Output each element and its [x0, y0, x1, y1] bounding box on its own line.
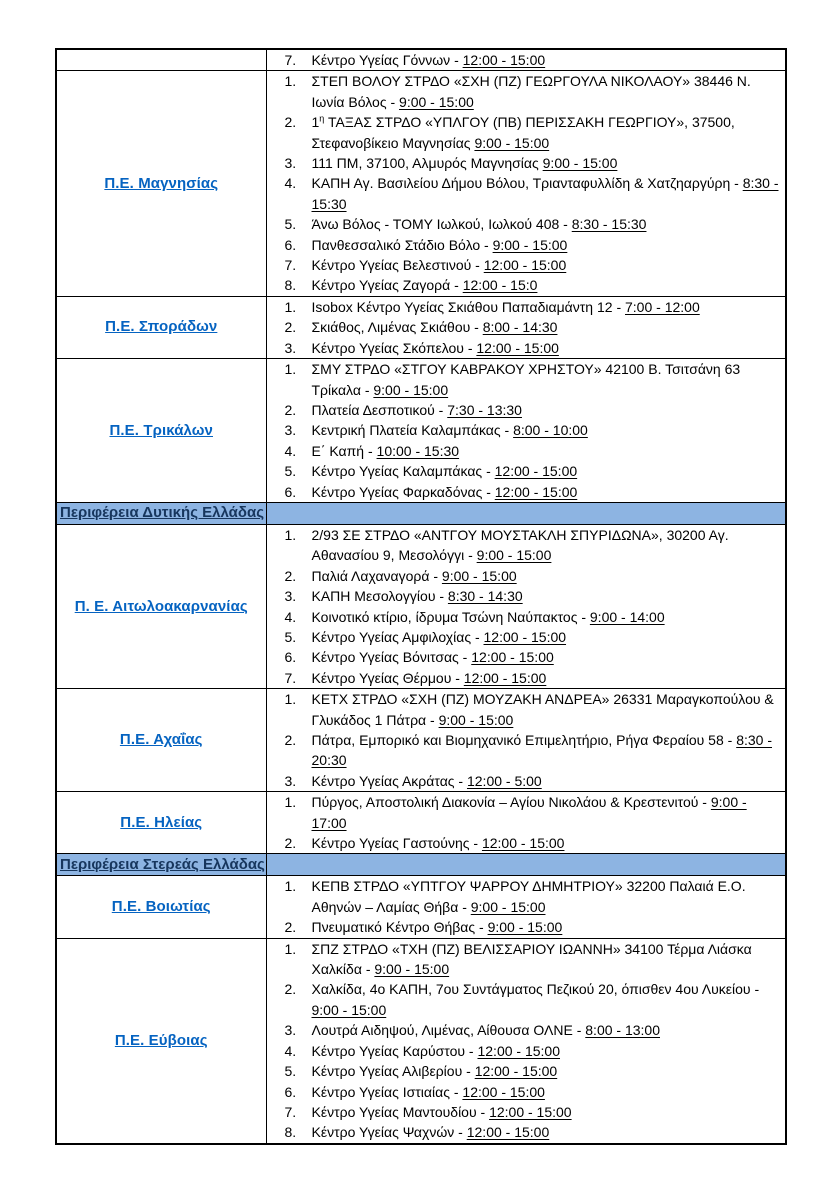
section-header-cell: [56, 502, 266, 524]
location-item: [267, 792, 786, 833]
item-number: 7.: [284, 52, 297, 68]
location-item: [267, 71, 786, 112]
item-text: [312, 691, 774, 727]
item-text-segment: ΚΕΠΒ ΣΤΡΔΟ «ΥΠΤΓΟΥ ΨΑΡΡΟΥ ΔΗΜΗΤΡΙΟΥ» 32200 Παλαιά Ε.Ο. Αθηνών – Λαμίας Θήβα -: [311, 878, 746, 915]
item-text: [312, 175, 779, 211]
section-header-spacer: [266, 502, 786, 524]
item-text-segment: Κέντρο Υγείας Φαρκαδόνας -: [311, 483, 495, 500]
item-text-segment: Κεντρική Πλατεία Καλαμπάκας -: [311, 422, 514, 439]
item-text-segment: ΚΕΤΧ ΣΤΡΔΟ «ΣΧΗ (ΠΖ) ΜΟΥΖΑΚΗ ΑΝΔΡΕΑ» 26331 Μαραγκοπούλου & Γλυκάδος 1 Πάτρα -: [311, 691, 774, 728]
section-header-label: Περιφέρεια Δυτικής Ελλάδας: [60, 504, 265, 522]
item-text: [312, 422, 588, 438]
item-number: 1.: [284, 526, 297, 543]
time-range: 12:00 - 15:00: [463, 669, 547, 686]
item-text-segment: Κέντρο Υγείας Αλιβερίου -: [311, 1063, 475, 1080]
location-item: [267, 173, 786, 214]
item-text: [312, 52, 546, 68]
item-number: 2.: [284, 567, 297, 584]
locations-cell: [266, 296, 786, 358]
region-row: [56, 689, 786, 792]
location-item: [267, 917, 786, 937]
item-text-segment: 1: [311, 114, 320, 131]
item-number: 8.: [284, 1124, 297, 1141]
time-range: 10:00 - 15:30: [376, 442, 460, 459]
item-number: 3.: [284, 155, 297, 172]
region-link[interactable]: Π.Ε. Σποράδων: [105, 318, 218, 336]
item-text: [312, 402, 522, 418]
region-row: [56, 876, 786, 938]
item-text-segment: Κέντρο Υγείας Ψαχνών -: [311, 1124, 467, 1141]
time-range: 12:00 - 15:00: [477, 1042, 560, 1059]
location-item: [267, 112, 786, 153]
item-text: [312, 463, 578, 479]
item-text: [312, 277, 538, 293]
time-range: 12:00 - 15:00: [483, 257, 567, 274]
location-item: [267, 771, 786, 791]
item-number: 1.: [284, 73, 297, 90]
item-text: [312, 629, 567, 645]
location-item: [267, 730, 786, 771]
item-text: [312, 1022, 661, 1038]
location-item: [267, 441, 786, 461]
item-number: 5.: [284, 216, 297, 233]
time-range: 9:00 - 15:00: [399, 93, 474, 110]
item-text: [312, 732, 773, 768]
item-number: 5.: [284, 628, 297, 645]
time-range: 12:00 - 15:00: [466, 1124, 550, 1141]
time-range: 8:30 - 20:30: [311, 732, 772, 769]
item-text-segment: Κοινοτικό κτίριο, ίδρυμα Τσώνη Ναύπακτος -: [311, 608, 590, 625]
item-number: 2.: [284, 114, 297, 131]
location-item: [267, 420, 786, 440]
location-item: [267, 876, 786, 917]
location-item: [267, 607, 786, 627]
item-text: [312, 257, 567, 273]
item-text: [312, 919, 563, 935]
time-range: 9:00 - 15:00: [311, 1001, 387, 1018]
location-item: [267, 400, 786, 420]
region-row: [56, 792, 786, 854]
time-range: 9:00 - 15:00: [542, 155, 618, 172]
region-row: [56, 524, 786, 688]
region-name-cell: [56, 524, 266, 688]
location-item: [267, 939, 786, 980]
location-item: [267, 275, 786, 295]
item-text-segment: Χαλκίδα, 4ο ΚΑΠΗ, 7ου Συντάγματος Πεζικού 20, όπισθεν 4ου Λυκείου -: [311, 981, 760, 998]
section-header-label: Περιφέρεια Στερεάς Ελλάδας: [60, 855, 265, 873]
item-text: [312, 114, 735, 150]
time-range: 12:00 - 5:00: [466, 772, 542, 789]
location-item: [267, 214, 786, 234]
time-range: 9:00 - 15:00: [487, 919, 563, 936]
item-text-segment: Κέντρο Υγείας Ακράτας -: [311, 772, 467, 789]
item-number: 1.: [284, 794, 297, 811]
item-number: 7.: [284, 1103, 297, 1120]
item-text-segment: Κέντρο Υγείας Βόνιτσας -: [311, 649, 472, 666]
time-range: 9:00 - 15:00: [476, 547, 552, 564]
location-item: [267, 979, 786, 1020]
locations-cell: [266, 792, 786, 854]
item-number: 3.: [284, 422, 297, 439]
item-text: [312, 568, 517, 584]
item-number: 6.: [284, 649, 297, 666]
item-text-segment: Πάτρα, Εμπορικό και Βιομηχανικό Επιμελητήριο, Ρήγα Φεραίου 58 -: [311, 732, 737, 748]
item-text: [312, 73, 751, 109]
locations-cell: [266, 71, 786, 296]
location-item: [267, 1020, 786, 1040]
item-text: [312, 649, 554, 665]
time-range: 9:00 - 15:00: [373, 381, 449, 398]
region-link[interactable]: Π.Ε. Εύβοιας: [114, 1031, 208, 1049]
item-text: [312, 527, 729, 563]
item-number: 1.: [284, 298, 297, 315]
item-number: 7.: [284, 257, 297, 274]
item-text-segment: Isobox Κέντρο Υγείας Σκιάθου Παπαδιαμάντη 12 -: [311, 298, 625, 315]
region-name-cell: [56, 359, 266, 503]
region-name-cell: [56, 689, 266, 792]
item-text-segment: Κέντρο Υγείας Μαντουδίου -: [311, 1103, 490, 1120]
section-header-cell: [56, 854, 266, 876]
item-number: 4.: [284, 175, 297, 192]
item-text: [312, 773, 542, 789]
item-text: [312, 941, 752, 977]
item-number: 1.: [284, 940, 297, 957]
time-range: 12:00 - 15:00: [481, 835, 565, 852]
region-link[interactable]: Π. Ε. Αιτωλοακαρνανίας: [74, 597, 248, 615]
item-text: [312, 340, 559, 356]
time-range: 9:00 - 15:00: [492, 236, 568, 253]
location-item: [267, 1082, 786, 1102]
location-item: [267, 1041, 786, 1061]
item-text: [312, 216, 647, 232]
location-item: [267, 338, 786, 358]
time-range: 12:00 - 15:00: [494, 463, 578, 480]
item-text: [312, 299, 700, 315]
item-number: 3.: [284, 772, 297, 789]
time-range: 12:00 - 15:00: [494, 483, 578, 500]
locations-cell: [266, 938, 786, 1144]
item-text-segment: Πύργος, Αποστολική Διακονία – Αγίου Νικολάου & Κρεστενιτού -: [311, 794, 711, 811]
location-item: [267, 525, 786, 566]
time-range: 7:30 - 13:30: [447, 401, 522, 418]
item-text-segment: Σκιάθος, Λιμένας Σκιάθου -: [311, 319, 483, 336]
location-item: [267, 1061, 786, 1081]
region-name-cell: [56, 792, 266, 854]
locations-cell: [266, 689, 786, 792]
item-text-segment: Λουτρά Αιδηψού, Λιμένας, Αίθουσα ΟΛΝΕ -: [311, 1022, 586, 1039]
region-row: [56, 359, 786, 503]
location-item: [267, 627, 786, 647]
item-text-segment: 2/93 ΣΕ ΣΤΡΔΟ «ΑΝΤΓΟΥ ΜΟΥΣΤΑΚΛΗ ΣΠΥΡΙΔΩΝΑ», 30200 Αγ. Αθανασίου 9, Μεσολόγγι -: [311, 526, 729, 564]
item-text-segment: Κέντρο Υγείας Καρύστου -: [311, 1042, 478, 1059]
item-number: 6.: [284, 483, 297, 500]
item-text-segment: Κέντρο Υγείας Βελεστινού -: [311, 257, 484, 274]
item-text-segment: ΣΤΕΠ ΒΟΛΟΥ ΣΤΡΔΟ «ΣΧΗ (ΠΖ) ΓΕΩΡΓΟΥΛΑ ΝΙΚΟΛΑΟΥ» 38446 Ν. Ιωνία Βόλος -: [311, 73, 751, 110]
time-range: 12:00 - 15:00: [483, 628, 567, 645]
item-text-segment: Κέντρο Υγείας Σκόπελου -: [311, 339, 477, 356]
schedule-table-body: [56, 49, 786, 1144]
item-text: [312, 361, 741, 397]
item-text-segment: η: [319, 113, 325, 124]
time-range: 8:00 - 10:00: [513, 422, 588, 439]
locations-cell: [266, 49, 786, 71]
item-number: 1.: [284, 691, 297, 708]
item-text: [312, 484, 578, 500]
item-text: [312, 155, 618, 171]
item-number: 2.: [284, 981, 297, 998]
item-number: 4.: [284, 442, 297, 459]
item-text-segment: Πανθεσσαλικό Στάδιο Βόλο -: [311, 236, 493, 253]
location-item: [267, 50, 786, 70]
item-text: [312, 878, 746, 914]
time-range: 12:00 - 15:0: [462, 277, 538, 294]
region-link[interactable]: Π.Ε. Τρικάλων: [109, 421, 213, 439]
time-range: 9:00 - 15:00: [474, 134, 550, 151]
item-text-segment: Κέντρο Υγείας Ιστιαίας -: [311, 1083, 463, 1100]
region-link[interactable]: Π.Ε. Μαγνησίας: [104, 174, 219, 192]
item-number: 1.: [284, 878, 297, 895]
item-number: 3.: [284, 588, 297, 605]
locations-cell: [266, 359, 786, 503]
location-item: [267, 668, 786, 688]
item-number: 3.: [284, 339, 297, 356]
item-text-segment: Κέντρο Υγείας Αμφιλοχίας -: [311, 628, 484, 645]
location-item: [267, 359, 786, 400]
item-number: 7.: [284, 669, 297, 686]
region-row: [56, 49, 786, 71]
region-row: [56, 296, 786, 358]
location-item: [267, 689, 786, 730]
section-header-row: [56, 502, 786, 524]
time-range: 9:00 - 15:00: [441, 567, 517, 584]
item-number: 2.: [284, 835, 297, 852]
item-text: [312, 443, 460, 459]
time-range: 9:00 - 17:00: [311, 794, 747, 831]
item-text: [312, 981, 760, 1017]
item-text: [312, 1063, 558, 1079]
region-name-cell: [56, 938, 266, 1144]
item-number: 4.: [284, 608, 297, 625]
item-text-segment: ΣΠΖ ΣΤΡΔΟ «ΤΧΗ (ΠΖ) ΒΕΛΙΣΣΑΡΙΟΥ ΙΩΑΝΝΗ» 34100 Τέρμα Λιάσκα Χαλκίδα -: [311, 940, 752, 978]
item-number: 5.: [284, 1063, 297, 1080]
location-item: [267, 255, 786, 275]
item-text-segment: Παλιά Λαχαναγορά -: [311, 567, 442, 584]
item-text-segment: ΤΑΞΑΣ ΣΤΡΔΟ «ΥΠΛΓΟΥ (ΠΒ) ΠΕΡΙΣΣΑΚΗ ΓΕΩΡΓΙΟΥ», 37500, Στεφανοβίκειο Μαγνησίας: [311, 114, 735, 151]
time-range: 8:00 - 14:30: [482, 319, 558, 336]
location-item: [267, 647, 786, 667]
item-text: [312, 588, 523, 604]
time-range: 12:00 - 15:00: [471, 649, 554, 666]
locations-cell: [266, 524, 786, 688]
item-text: [312, 319, 558, 335]
item-text: [312, 609, 665, 625]
section-header-row: [56, 854, 786, 876]
item-number: 1.: [284, 361, 297, 378]
time-range: 9:00 - 14:00: [589, 608, 665, 625]
item-text-segment: ΣΜΥ ΣΤΡΔΟ «ΣΤΓΟΥ ΚΑΒΡΑΚΟΥ ΧΡΗΣΤΟΥ» 42100 Β. Τσιτσάνη 63 Τρίκαλα -: [311, 361, 741, 398]
item-number: 8.: [284, 277, 297, 294]
item-text: [312, 835, 565, 851]
region-row: [56, 71, 786, 296]
location-item: [267, 482, 786, 502]
item-number: 2.: [284, 401, 297, 418]
item-number: 6.: [284, 236, 297, 253]
location-item: [267, 317, 786, 337]
region-name-cell: [56, 296, 266, 358]
location-item: [267, 1122, 786, 1142]
item-text-segment: Ε΄ Καπή -: [311, 442, 377, 459]
item-number: 5.: [284, 463, 297, 480]
item-text-segment: Κέντρο Υγείας Γόννων -: [311, 52, 463, 68]
item-text-segment: Πνευματικό Κέντρο Θήβας -: [311, 919, 488, 936]
locations-cell: [266, 876, 786, 938]
item-number: 2.: [284, 319, 297, 336]
item-text: [312, 794, 747, 830]
time-range: 12:00 - 15:00: [462, 52, 546, 68]
time-range: 12:00 - 15:00: [474, 1063, 558, 1080]
item-number: 3.: [284, 1022, 297, 1039]
location-item: [267, 235, 786, 255]
time-range: 9:00 - 15:00: [470, 898, 546, 915]
time-range: 7:00 - 12:00: [625, 298, 700, 315]
time-range: 12:00 - 15:00: [489, 1103, 572, 1120]
item-text: [312, 1124, 550, 1140]
time-range: 12:00 - 15:00: [476, 339, 559, 356]
region-name-cell: [56, 49, 266, 71]
time-range: 12:00 - 15:00: [462, 1083, 545, 1100]
region-link[interactable]: Π.Ε. Βοιωτίας: [111, 898, 211, 916]
item-text-segment: ΚΑΠΗ Μεσολογγίου -: [311, 588, 448, 605]
item-text-segment: Κέντρο Υγείας Θέρμου -: [311, 669, 464, 686]
region-name-cell: [56, 71, 266, 296]
region-row: [56, 938, 786, 1144]
location-item: [267, 833, 786, 853]
time-range: 9:00 - 15:00: [374, 961, 450, 978]
section-header-spacer: [266, 854, 786, 876]
item-number: 2.: [284, 919, 297, 936]
location-item: [267, 586, 786, 606]
item-number: 6.: [284, 1083, 297, 1100]
item-number: 4.: [284, 1042, 297, 1059]
location-item: [267, 1102, 786, 1122]
item-text: [312, 670, 547, 686]
location-item: [267, 153, 786, 173]
time-range: 9:00 - 15:00: [438, 711, 514, 728]
item-text-segment: Κέντρο Υγείας Καλαμπάκας -: [311, 463, 495, 480]
region-link[interactable]: Π.Ε. Ηλείας: [120, 813, 203, 831]
schedule-table: [55, 48, 787, 1145]
location-item: [267, 566, 786, 586]
item-number: 2.: [284, 732, 297, 748]
item-text-segment: Κέντρο Υγείας Ζαγορά -: [311, 277, 463, 294]
time-range: 8:00 - 13:00: [585, 1022, 660, 1039]
item-text-segment: ΚΑΠΗ Αγ. Βασιλείου Δήμου Βόλου, Τριανταφυλλίδη & Χατζηαργύρη -: [311, 175, 743, 192]
region-name-cell: [56, 876, 266, 938]
time-range: 8:30 - 14:30: [447, 588, 523, 605]
item-text: [312, 1043, 561, 1059]
location-item: [267, 461, 786, 481]
time-range: 8:30 - 15:30: [311, 175, 779, 212]
region-link[interactable]: Π.Ε. Αχαΐας: [119, 731, 203, 749]
item-text-segment: Πλατεία Δεσποτικού -: [311, 401, 448, 418]
item-text-segment: Κέντρο Υγείας Γαστούνης -: [311, 835, 482, 852]
item-text-segment: Άνω Βόλος - ΤΟΜΥ Ιωλκού, Ιωλκού 408 -: [311, 216, 572, 233]
item-text-segment: 111 ΠΜ, 37100, Αλμυρός Μαγνησίας: [311, 155, 543, 172]
item-text: [312, 1084, 545, 1100]
item-text: [312, 237, 568, 253]
location-item: [267, 297, 786, 317]
time-range: 8:30 - 15:30: [571, 216, 647, 233]
item-text: [312, 1104, 572, 1120]
